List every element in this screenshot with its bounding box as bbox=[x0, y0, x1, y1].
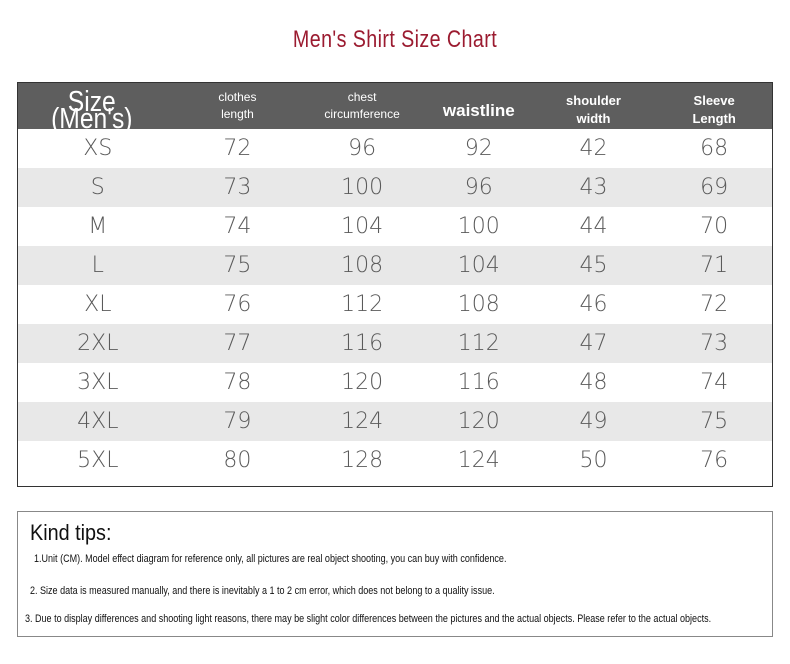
waistline-cell: 124 bbox=[457, 448, 500, 473]
size-cell: 2XL bbox=[77, 331, 119, 356]
header-chest-circumference: chest circumference bbox=[324, 90, 400, 121]
header-size: Size (Men's) bbox=[51, 86, 133, 135]
waistline-cell: 120 bbox=[457, 409, 500, 434]
chest-cell: 104 bbox=[341, 214, 384, 239]
size-cell: M bbox=[88, 214, 108, 239]
sleeve-cell: 70 bbox=[700, 214, 729, 239]
shoulder-cell: 47 bbox=[579, 331, 608, 356]
clothes-length-cell: 73 bbox=[223, 175, 252, 200]
clothes-length-cell: 75 bbox=[223, 253, 252, 278]
table-row bbox=[18, 324, 772, 363]
chest-cell: 100 bbox=[341, 175, 384, 200]
size-cell: XL bbox=[84, 292, 112, 317]
clothes-length-cell: 80 bbox=[223, 448, 252, 473]
header-waistline: waistline bbox=[442, 100, 515, 120]
waistline-cell: 96 bbox=[464, 175, 493, 200]
sleeve-cell: 68 bbox=[700, 136, 729, 161]
header-sleeve-length: Sleeve Length bbox=[692, 93, 736, 126]
size-cell: 4XL bbox=[77, 409, 119, 434]
kind-tips-box bbox=[17, 511, 773, 637]
waistline-cell: 100 bbox=[457, 214, 500, 239]
table-row bbox=[18, 168, 772, 207]
header-clothes-length: clothes length bbox=[218, 90, 257, 121]
waistline-cell: 92 bbox=[464, 136, 493, 161]
size-cell: XS bbox=[83, 136, 113, 161]
tip-item: 3. Due to display differences and shooting light reasons, there may be slight color differences between the pictures and the actual objects. Please refer to the actual objects. bbox=[25, 613, 712, 625]
tip-item: 1.Unit (CM). Model effect diagram for reference only, all pictures are real object shooting, you can buy with confidence. bbox=[34, 553, 507, 565]
shoulder-cell: 46 bbox=[579, 292, 608, 317]
chest-cell: 124 bbox=[341, 409, 384, 434]
shoulder-cell: 45 bbox=[579, 253, 608, 278]
chest-cell: 116 bbox=[341, 331, 384, 356]
chest-cell: 120 bbox=[341, 370, 384, 395]
sleeve-cell: 75 bbox=[700, 409, 729, 434]
shoulder-cell: 50 bbox=[579, 448, 608, 473]
chest-cell: 128 bbox=[341, 448, 384, 473]
sleeve-cell: 72 bbox=[700, 292, 729, 317]
sleeve-cell: 74 bbox=[700, 370, 729, 395]
sleeve-cell: 71 bbox=[700, 253, 729, 278]
shoulder-cell: 42 bbox=[579, 136, 608, 161]
clothes-length-cell: 74 bbox=[223, 214, 252, 239]
size-cell: S bbox=[90, 175, 105, 200]
shoulder-cell: 44 bbox=[579, 214, 608, 239]
table-row bbox=[18, 363, 772, 402]
table-row bbox=[18, 285, 772, 324]
sleeve-cell: 69 bbox=[700, 175, 729, 200]
sleeve-cell: 73 bbox=[700, 331, 729, 356]
table-row bbox=[18, 246, 772, 285]
chest-cell: 112 bbox=[341, 292, 384, 317]
table-header bbox=[18, 83, 772, 135]
clothes-length-cell: 77 bbox=[223, 331, 252, 356]
table-row bbox=[18, 207, 772, 246]
size-table bbox=[17, 82, 773, 487]
waistline-cell: 104 bbox=[457, 253, 500, 278]
size-cell: L bbox=[91, 253, 104, 278]
shoulder-cell: 43 bbox=[579, 175, 608, 200]
chart-title: Men's Shirt Size Chart bbox=[292, 26, 498, 53]
tip-item: 2. Size data is measured manually, and there is inevitably a 1 to 2 cm error, which does not belong to a quality issue. bbox=[30, 585, 495, 597]
waistline-cell: 112 bbox=[457, 331, 500, 356]
kind-tips-title: Kind tips: bbox=[30, 520, 112, 545]
waistline-cell: 116 bbox=[457, 370, 500, 395]
waistline-cell: 108 bbox=[457, 292, 500, 317]
size-cell: 5XL bbox=[77, 448, 119, 473]
clothes-length-cell: 79 bbox=[223, 409, 252, 434]
header-shoulder-width: shoulder width bbox=[566, 93, 621, 126]
chest-cell: 108 bbox=[341, 253, 384, 278]
shoulder-cell: 48 bbox=[579, 370, 608, 395]
clothes-length-cell: 78 bbox=[223, 370, 252, 395]
chest-cell: 96 bbox=[348, 136, 377, 161]
table-row bbox=[18, 402, 772, 441]
table-row bbox=[18, 441, 772, 480]
size-cell: 3XL bbox=[77, 370, 119, 395]
shoulder-cell: 49 bbox=[579, 409, 608, 434]
clothes-length-cell: 76 bbox=[223, 292, 252, 317]
clothes-length-cell: 72 bbox=[223, 136, 252, 161]
sleeve-cell: 76 bbox=[700, 448, 729, 473]
